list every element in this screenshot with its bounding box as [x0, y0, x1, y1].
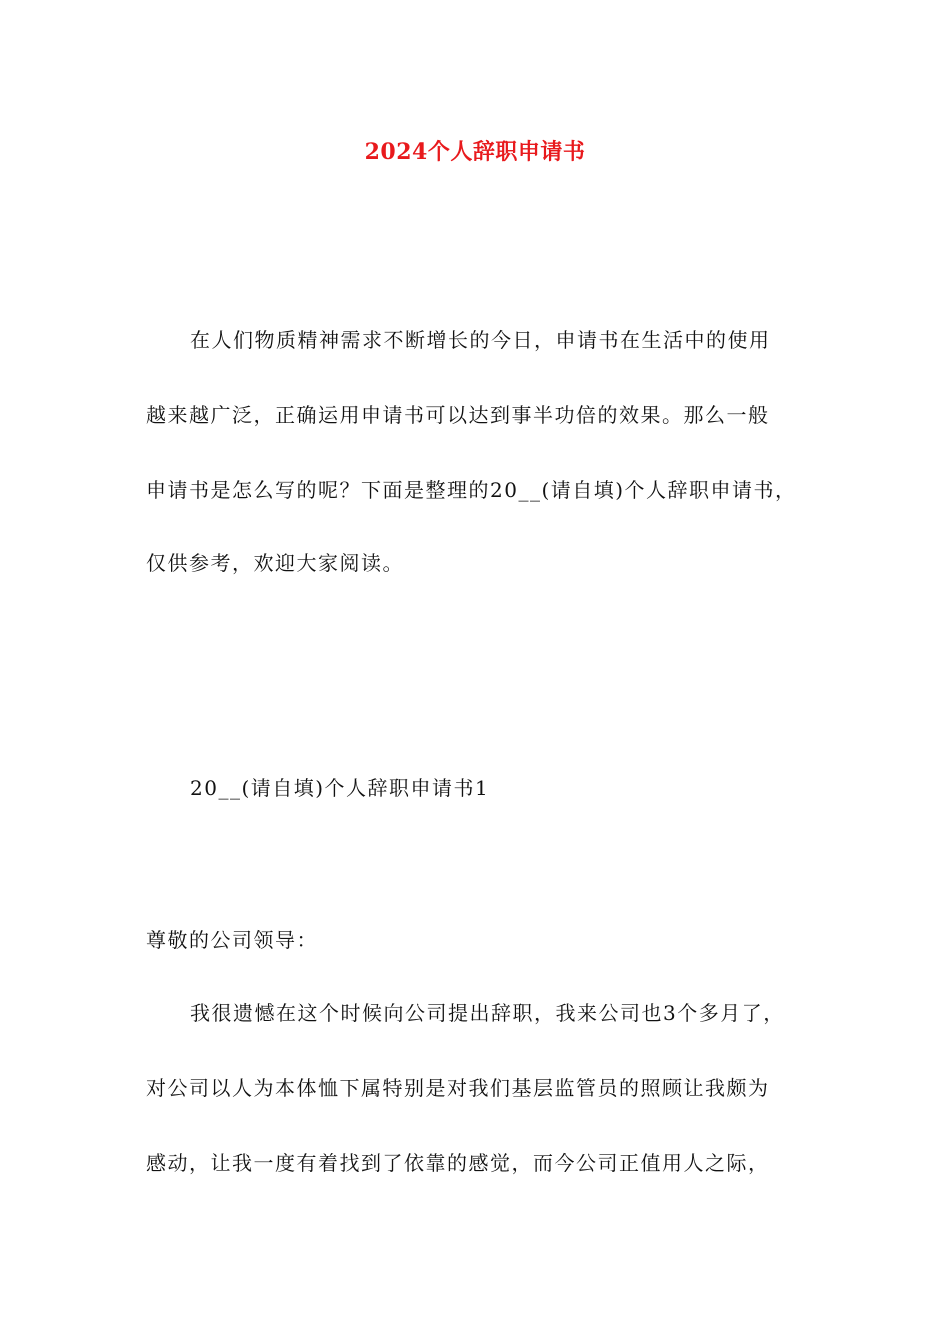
document-title: 2024个人辞职申请书 [364, 139, 586, 165]
salutation: 尊敬的公司领导： [146, 928, 318, 952]
body-line-3: 感动，让我一度有着找到了依靠的感觉，而今公司正值用人之际， [146, 1151, 770, 1175]
intro-line-1: 在人们物质精神需求不断增长的今日，申请书在生活中的使用 [190, 328, 771, 352]
intro-line-3: 申请书是怎么写的呢？下面是整理的20__(请自填)个人辞职申请书， [146, 478, 797, 502]
body-line-1: 我很遗憾在这个时候向公司提出辞职，我来公司也3个多月了， [190, 1001, 785, 1025]
intro-line-2: 越来越广泛，正确运用申请书可以达到事半功倍的效果。那么一般 [146, 403, 770, 427]
intro-line-4: 仅供参考，欢迎大家阅读。 [146, 551, 404, 575]
body-line-2: 对公司以人为本体恤下属特别是对我们基层监管员的照顾让我颇为 [146, 1076, 770, 1100]
section-heading: 20__(请自填)个人辞职申请书1 [190, 776, 490, 800]
